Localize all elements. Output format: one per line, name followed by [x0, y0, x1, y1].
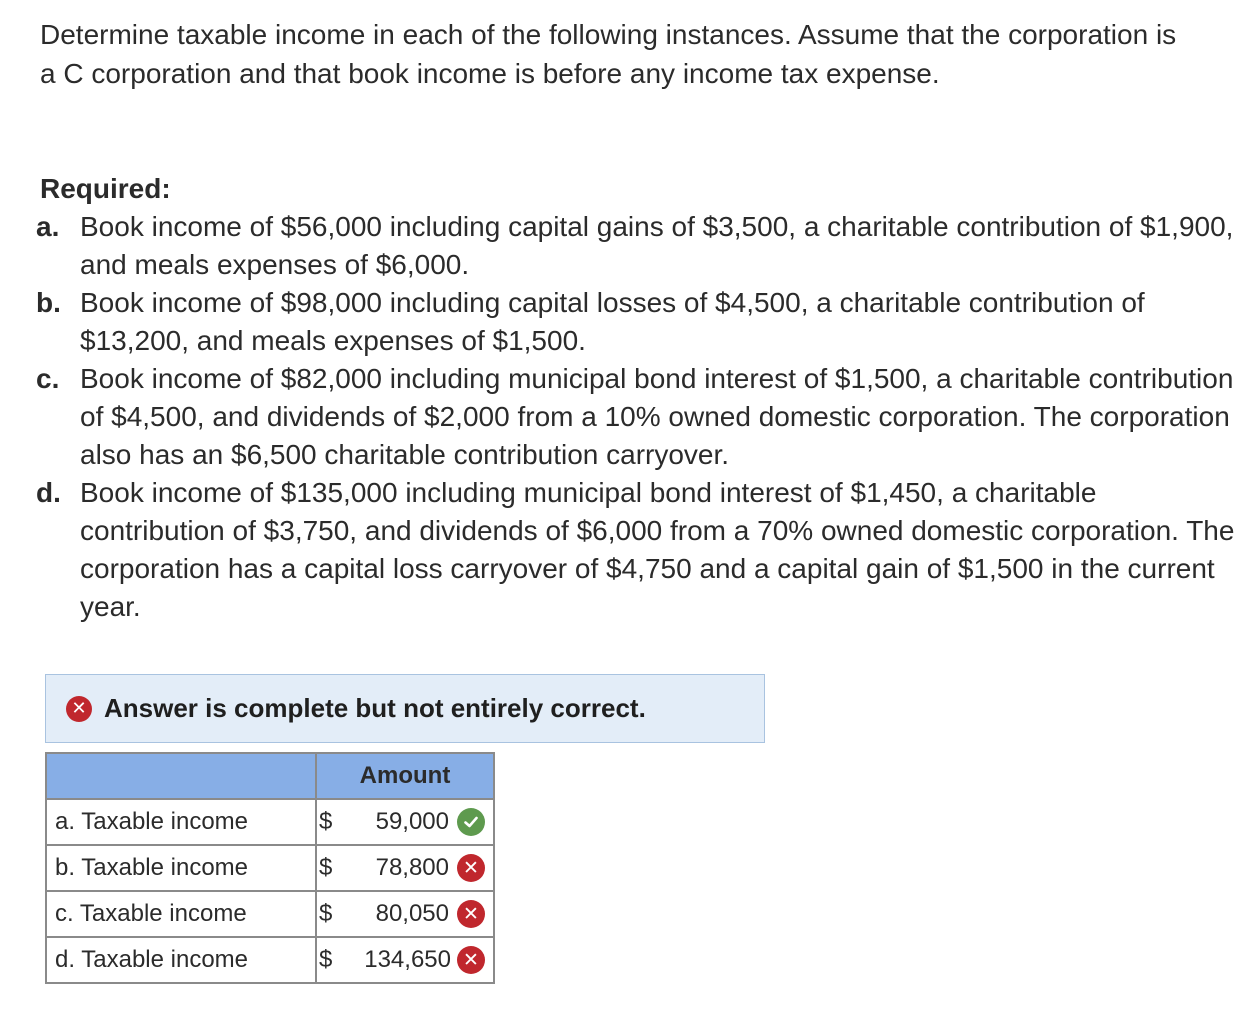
row-label: d. Taxable income — [46, 937, 316, 983]
answer-table — [45, 752, 495, 984]
feedback-message: Answer is complete but not entirely correct. — [104, 693, 646, 723]
currency-symbol: $ — [319, 900, 333, 927]
x-circle-icon: ✕ — [457, 946, 485, 974]
requirement-item-a — [36, 208, 1236, 284]
requirement-text: Book income of $135,000 including municipal bond interest of $1,450, a charitable contribution of $3,750, and dividends of $6,000 from a 70% owned domestic corporation. The corporation has a capital loss carryover of $4,750 and a capital gain of $1,500 in the current year. — [80, 477, 1235, 622]
requirements-list — [36, 208, 1236, 626]
requirement-letter: d. — [36, 477, 61, 508]
amount-input[interactable]: 78,800 — [375, 854, 449, 881]
amount-cell[interactable] — [316, 891, 494, 937]
row-label: c. Taxable income — [46, 891, 316, 937]
requirement-letter: a. — [36, 211, 60, 242]
x-circle-icon: ✕ — [457, 854, 485, 882]
table-row-d — [46, 937, 494, 983]
row-label: a. Taxable income — [46, 799, 316, 845]
checkmark-icon — [457, 808, 485, 836]
x-circle-icon: ✕ — [66, 696, 92, 722]
required-heading: Required: — [40, 173, 171, 204]
requirement-text: Book income of $82,000 including municipal bond interest of $1,500, a charitable contribution of $4,500, and dividends of $2,000 from a 10% owned domestic corporation. The corporation also has an $6,500 charitable contribution carryover. — [80, 363, 1234, 470]
requirement-item-b — [36, 284, 1236, 360]
table-row-a — [46, 799, 494, 845]
row-label: b. Taxable income — [46, 845, 316, 891]
requirement-letter: b. — [36, 287, 61, 318]
requirement-item-d — [36, 474, 1236, 626]
checkmark-glyph — [462, 813, 480, 831]
header-amount: Amount — [316, 753, 494, 799]
feedback-banner — [45, 674, 765, 743]
table-header-row — [46, 753, 494, 799]
header-blank-cell — [46, 753, 316, 799]
requirement-letter: c. — [36, 363, 60, 394]
amount-cell[interactable] — [316, 937, 494, 983]
question-intro: Determine taxable income in each of the following instances. Assume that the corporation is a C corporation and that book income is before any income tax expense. — [40, 19, 1177, 89]
amount-cell[interactable] — [316, 845, 494, 891]
currency-symbol: $ — [319, 854, 333, 881]
amount-input[interactable]: 59,000 — [375, 808, 449, 835]
requirement-text: Book income of $56,000 including capital gains of $3,500, a charitable contribution of $1,900, and meals expenses of $6,000. — [80, 211, 1234, 280]
x-circle-icon: ✕ — [457, 900, 485, 928]
amount-input[interactable]: 134,650 — [364, 946, 451, 973]
currency-symbol: $ — [319, 808, 333, 835]
table-row-b — [46, 845, 494, 891]
currency-symbol: $ — [319, 946, 333, 973]
requirement-text: Book income of $98,000 including capital losses of $4,500, a charitable contribution of $13,200, and meals expenses of $1,500. — [80, 287, 1145, 356]
table-row-c — [46, 891, 494, 937]
amount-input[interactable]: 80,050 — [375, 900, 449, 927]
amount-cell[interactable] — [316, 799, 494, 845]
requirement-item-c — [36, 360, 1236, 474]
